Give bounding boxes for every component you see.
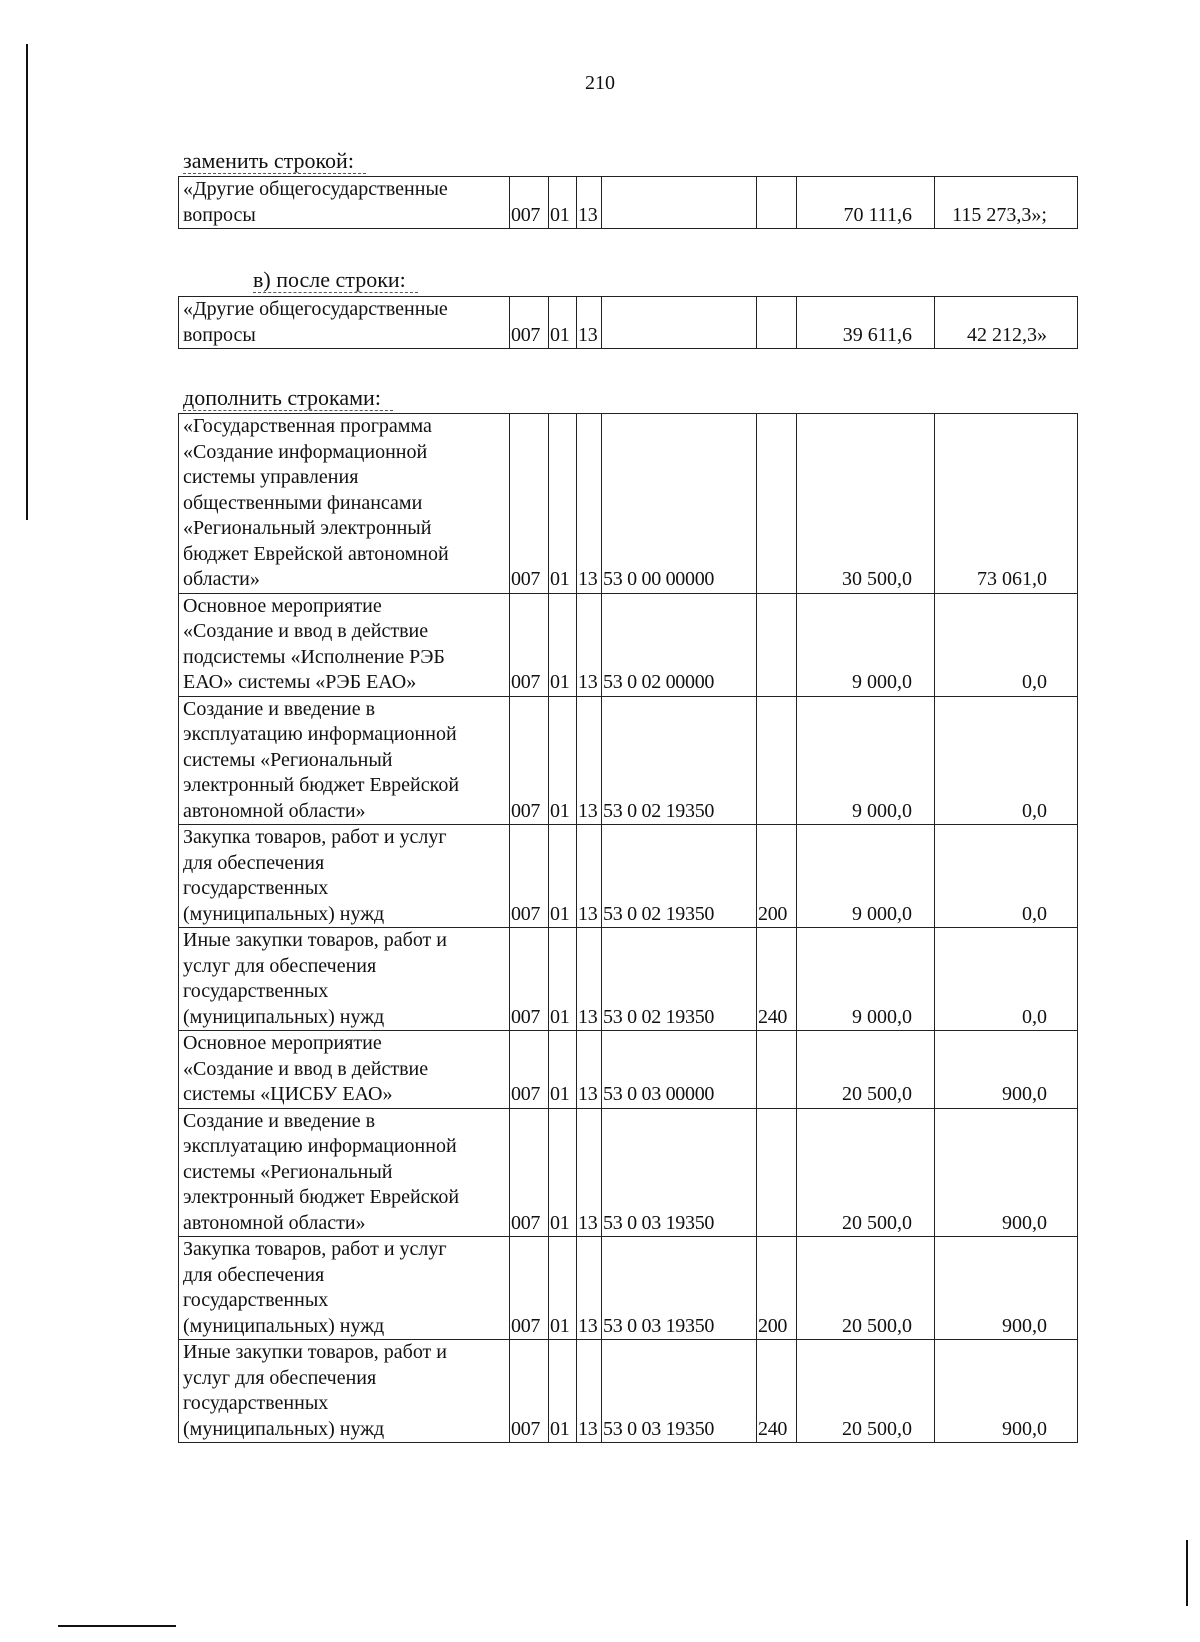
ministry-code: 007 [510, 177, 549, 229]
row-name-line: электронный бюджет Еврейской [183, 774, 460, 796]
section-code: 01 [549, 1108, 577, 1237]
ministry-code: 007 [510, 825, 549, 928]
row-name-line: (муниципальных) нужд [183, 1005, 385, 1028]
after-section-title-text: в) после строки: [253, 267, 418, 293]
row-name-line: государственных [183, 1289, 329, 1311]
section-code: 01 [549, 414, 577, 594]
table-row [179, 1108, 1078, 1237]
amount-year-2: 42 212,3» [935, 297, 1078, 349]
row-name-line: (муниципальных) нужд [183, 1314, 385, 1337]
add-table [178, 413, 1078, 1443]
row-name-line: Закупка товаров, работ и услуг [183, 1238, 447, 1260]
table-row [179, 177, 1078, 229]
row-name [179, 1108, 510, 1237]
target-article-code: 53 0 00 00000 [602, 414, 757, 594]
row-name-line: Иные закупки товаров, работ и [183, 1341, 448, 1363]
row-name-line: Иные закупки товаров, работ и [183, 929, 448, 951]
amount-year-1: 20 500,0 [797, 1108, 935, 1237]
target-article-code: 53 0 02 19350 [602, 825, 757, 928]
expense-type-code [757, 696, 797, 825]
row-name-line: «Создание информационной [183, 440, 428, 463]
row-name [179, 1031, 510, 1109]
row-name-line: автономной области» [183, 1211, 366, 1234]
row-name-line: вопросы [183, 323, 256, 346]
amount-year-1: 30 500,0 [797, 414, 935, 594]
subsection-code: 13 [577, 1340, 602, 1443]
target-article-code: 53 0 03 19350 [602, 1340, 757, 1443]
row-name-line: подсистемы «Исполнение РЭБ [183, 645, 445, 668]
subsection-code: 13 [577, 928, 602, 1031]
row-name-line: электронный бюджет Еврейской [183, 1186, 460, 1208]
amount-year-2: 900,0 [935, 1340, 1078, 1443]
subsection-code: 13 [577, 696, 602, 825]
left-margin-line [26, 44, 28, 520]
replace-table [178, 176, 1078, 229]
ministry-code: 007 [510, 414, 549, 594]
row-name [179, 297, 510, 349]
add-section-title-text: дополнить строками: [183, 385, 393, 411]
table-row [179, 1340, 1078, 1443]
subsection-code: 13 [577, 1237, 602, 1340]
row-name-line: государственных [183, 877, 329, 899]
expense-type-code: 240 [757, 1340, 797, 1443]
amount-year-2: 0,0 [935, 928, 1078, 1031]
row-name-line: вопросы [183, 203, 256, 226]
amount-year-1: 9 000,0 [797, 593, 935, 696]
row-name-line: «Другие общегосударственные [183, 178, 448, 200]
row-name-line: для обеспечения [183, 851, 325, 874]
target-article-code: 53 0 02 19350 [602, 696, 757, 825]
row-name-line: «Создание и ввод в действие [183, 1057, 429, 1080]
ministry-code: 007 [510, 297, 549, 349]
row-name [179, 593, 510, 696]
row-name-line: Создание и введение в [183, 697, 376, 720]
row-name-line: Создание и введение в [183, 1109, 376, 1132]
amount-year-2: 900,0 [935, 1108, 1078, 1237]
after-section-title [253, 268, 418, 292]
row-name-line: (муниципальных) нужд [183, 902, 385, 925]
ministry-code: 007 [510, 928, 549, 1031]
amount-year-1: 70 111,6 [797, 177, 935, 229]
ministry-code: 007 [510, 1031, 549, 1109]
section-code: 01 [549, 177, 577, 229]
subsection-code: 13 [577, 825, 602, 928]
amount-year-1: 20 500,0 [797, 1031, 935, 1109]
row-name-line: системы «ЦИСБУ ЕАО» [183, 1083, 393, 1105]
section-code: 01 [549, 928, 577, 1031]
target-article-code: 53 0 03 19350 [602, 1237, 757, 1340]
row-name-line: Закупка товаров, работ и услуг [183, 826, 447, 848]
amount-year-2: 115 273,3»; [935, 177, 1078, 229]
subsection-code: 13 [577, 1031, 602, 1109]
table-row [179, 297, 1078, 349]
amount-year-2: 900,0 [935, 1237, 1078, 1340]
amount-year-2: 0,0 [935, 696, 1078, 825]
subsection-code: 13 [577, 1108, 602, 1237]
amount-year-2: 0,0 [935, 825, 1078, 928]
target-article-code [602, 297, 757, 349]
row-name-line: Основное мероприятие [183, 1032, 382, 1054]
right-margin-line [1186, 1540, 1188, 1606]
table-row [179, 1237, 1078, 1340]
expense-type-code [757, 297, 797, 349]
section-code: 01 [549, 1031, 577, 1109]
section-code: 01 [549, 593, 577, 696]
row-name [179, 177, 510, 229]
row-name-line: эксплуатацию информационной [183, 1135, 457, 1157]
row-name-line: бюджет Еврейской автономной [183, 542, 449, 565]
after-table [178, 296, 1078, 349]
row-name [179, 414, 510, 594]
table-row [179, 825, 1078, 928]
subsection-code: 13 [577, 414, 602, 594]
expense-type-code [757, 593, 797, 696]
target-article-code: 53 0 02 00000 [602, 593, 757, 696]
amount-year-1: 9 000,0 [797, 825, 935, 928]
expense-type-code: 200 [757, 1237, 797, 1340]
expense-type-code: 200 [757, 825, 797, 928]
row-name-line: ЕАО» системы «РЭБ ЕАО» [183, 671, 417, 693]
row-name-line: области» [183, 568, 260, 590]
row-name-line: «Создание и ввод в действие [183, 620, 429, 642]
section-code: 01 [549, 297, 577, 349]
expense-type-code [757, 1031, 797, 1109]
expense-type-code [757, 177, 797, 229]
row-name-line: для обеспечения [183, 1263, 325, 1286]
row-name-line: государственных [183, 980, 329, 1002]
amount-year-2: 0,0 [935, 593, 1078, 696]
table-row [179, 1031, 1078, 1109]
row-name-line: системы управления [183, 466, 359, 488]
ministry-code: 007 [510, 696, 549, 825]
section-code: 01 [549, 825, 577, 928]
subsection-code: 13 [577, 177, 602, 229]
subsection-code: 13 [577, 593, 602, 696]
row-name-line: «Региональный электронный [183, 517, 432, 539]
amount-year-1: 20 500,0 [797, 1237, 935, 1340]
add-section-title [183, 386, 393, 410]
amount-year-1: 20 500,0 [797, 1340, 935, 1443]
amount-year-2: 73 061,0 [935, 414, 1078, 594]
table-row [179, 928, 1078, 1031]
row-name-line: системы «Региональный [183, 748, 393, 771]
section-code: 01 [549, 1237, 577, 1340]
row-name-line: системы «Региональный [183, 1160, 393, 1183]
replace-section-title [183, 149, 366, 173]
amount-year-1: 39 611,6 [797, 297, 935, 349]
row-name [179, 1340, 510, 1443]
ministry-code: 007 [510, 1237, 549, 1340]
table-row [179, 593, 1078, 696]
expense-type-code [757, 414, 797, 594]
page-number: 210 [585, 72, 615, 94]
amount-year-1: 9 000,0 [797, 696, 935, 825]
row-name-line: Основное мероприятие [183, 594, 382, 617]
row-name-line: «Другие общегосударственные [183, 298, 448, 320]
expense-type-code: 240 [757, 928, 797, 1031]
row-name [179, 696, 510, 825]
target-article-code: 53 0 02 19350 [602, 928, 757, 1031]
row-name [179, 928, 510, 1031]
ministry-code: 007 [510, 593, 549, 696]
section-code: 01 [549, 696, 577, 825]
replace-section-title-text: заменить строкой: [183, 148, 366, 174]
table-row [179, 414, 1078, 594]
row-name-line: общественными финансами [183, 491, 423, 514]
amount-year-2: 900,0 [935, 1031, 1078, 1109]
row-name [179, 1237, 510, 1340]
row-name [179, 825, 510, 928]
ministry-code: 007 [510, 1340, 549, 1443]
row-name-line: услуг для обеспечения [183, 1366, 377, 1389]
expense-type-code [757, 1108, 797, 1237]
table-row [179, 696, 1078, 825]
section-code: 01 [549, 1340, 577, 1443]
target-article-code [602, 177, 757, 229]
row-name-line: «Государственная программа [183, 415, 432, 437]
amount-year-1: 9 000,0 [797, 928, 935, 1031]
ministry-code: 007 [510, 1108, 549, 1237]
row-name-line: государственных [183, 1392, 329, 1414]
target-article-code: 53 0 03 19350 [602, 1108, 757, 1237]
row-name-line: услуг для обеспечения [183, 954, 377, 977]
subsection-code: 13 [577, 297, 602, 349]
bottom-left-rule [58, 1625, 176, 1627]
target-article-code: 53 0 03 00000 [602, 1031, 757, 1109]
row-name-line: эксплуатацию информационной [183, 723, 457, 745]
row-name-line: (муниципальных) нужд [183, 1417, 385, 1440]
row-name-line: автономной области» [183, 799, 366, 822]
